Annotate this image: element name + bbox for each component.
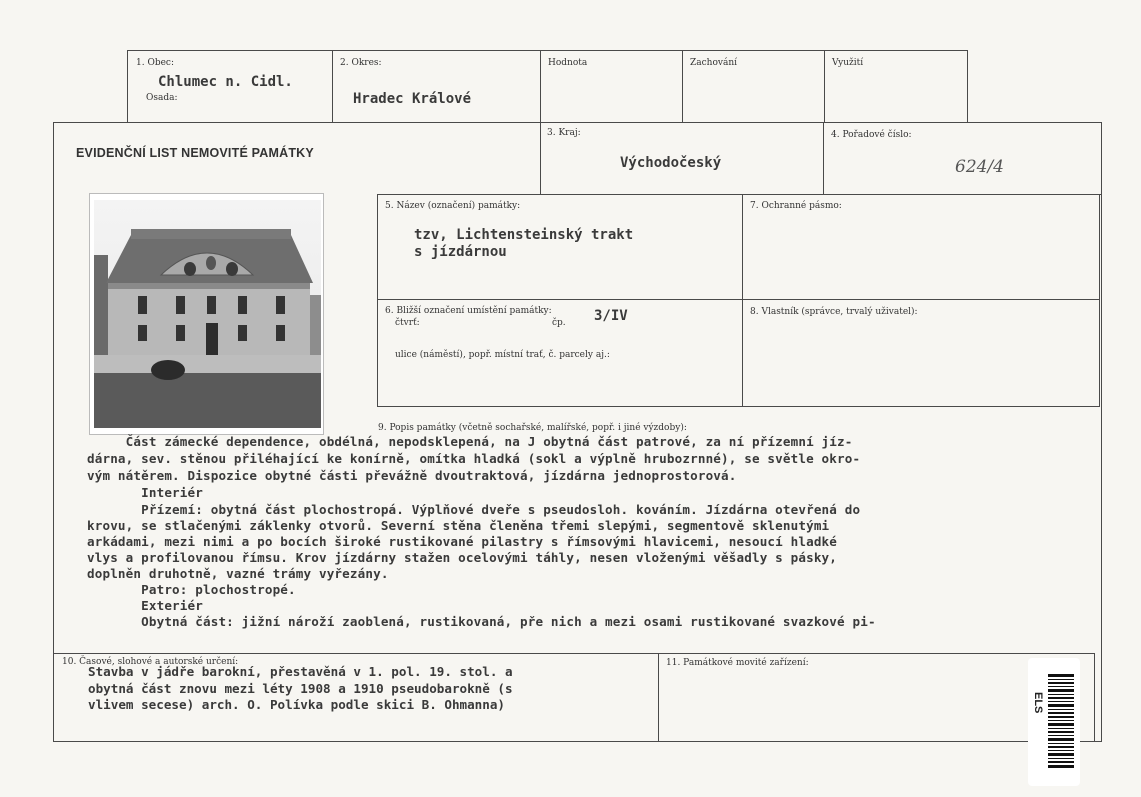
nazev-line2: s jízdárnou (414, 244, 507, 260)
obec-value: Chlumec n. Cidl. (158, 74, 293, 90)
poradove-label: 4. Pořadové číslo: (831, 130, 912, 140)
obec-label: 1. Obec: (136, 58, 174, 68)
barcode-text: ELS (1032, 692, 1044, 714)
popis-line: doplněn druhotně, vazné trámy vyřezány. (87, 566, 389, 581)
nazev-line1: tzv, Lichtensteinský trakt (414, 227, 634, 243)
vyuziti-label: Využití (832, 58, 864, 68)
hodnota-label: Hodnota (548, 58, 588, 68)
casove-line: obytná část znovu mezi léty 1908 a 1910 pseudobarokně (s (88, 681, 513, 696)
osada-label: Osada: (146, 93, 178, 103)
popis-line: Část zámecké dependence, obdélná, nepodsklepená, na J obytná část patrové, za ní přízemní jíz- (87, 434, 853, 449)
popis-line: Patro: plochostropé. (87, 582, 296, 597)
popis-line: Přízemí: obytná část plochostropá. Výplňové dveře s pseudosloh. kováním. Jízdárna otevřená do (87, 502, 861, 517)
monument-photo (89, 193, 324, 435)
umisteni-label: 6. Bližší označení umístění památky: (385, 306, 552, 316)
popis-line: Exteriér (87, 598, 203, 613)
okres-label: 2. Okres: (340, 58, 382, 68)
movite-label: 11. Památkové movité zařízení: (666, 658, 809, 668)
vlastnik-label: 8. Vlastník (správce, trvalý uživatel): (750, 307, 918, 317)
popis-label: 9. Popis památky (včetně sochařské, malířské, popř. i jiné výzdoby): (378, 423, 687, 433)
casove-line: vlivem secese) arch. O. Polívka podle skici B. Ohmanna) (88, 697, 506, 712)
popis-line: arkádami, mezi nimi a po bocích široké rustikované pilastry s římsovými hlavicemi, nesoucí hladké (87, 534, 838, 549)
popis-line: Interiér (87, 485, 203, 500)
okres-value: Hradec Králové (353, 91, 472, 107)
barcode-sticker (1028, 658, 1080, 786)
barcode-icon (1046, 674, 1076, 770)
popis-line: vým nátěrem. Dispozice obytné části převážně dvoutraktová, jízdárna jednoprostorová. (87, 468, 737, 483)
cp-value: 3/IV (594, 308, 628, 324)
zachovani-label: Zachování (690, 58, 737, 68)
form-title: EVIDENČNÍ LIST NEMOVITÉ PAMÁTKY (76, 146, 314, 160)
popis-line: vlys a profilovanou římsu. Krov jízdárny stažen ocelovými táhly, nesen vloženými věšadly s pásky, (87, 550, 838, 565)
ctvrt-label: čtvrť: (395, 318, 420, 328)
ochranne-label: 7. Ochranné pásmo: (750, 201, 842, 211)
poradove-value: 624/4 (955, 157, 1004, 177)
popis-line: krovu, se stlačenými záklenky otvorů. Severní stěna členěna třemi slepými, segmentově sklenutými (87, 518, 830, 533)
nazev-label: 5. Název (označení) památky: (385, 201, 521, 211)
popis-line: Obytná část: jižní nároží zaoblená, rustikovaná, pře nich a mezi osami rustikované svazkové pi- (87, 614, 876, 629)
ulice-label: ulice (náměstí), popř. místní trať, č. parcely aj.: (395, 350, 610, 360)
building-image (91, 195, 324, 435)
popis-line: dárna, sev. stěnou přiléhající ke konírně, omítka hladká (sokl a výplně hrubozrnné), se světle okro- (87, 451, 861, 466)
casove-label: 10. Časové, slohové a autorské určení: (62, 657, 239, 667)
kraj-value: Východočeský (620, 155, 722, 171)
casove-line: Stavba v jádře barokní, přestavěná v 1. pol. 19. stol. a (88, 664, 513, 679)
kraj-label: 3. Kraj: (547, 128, 581, 138)
cp-label: čp. (552, 318, 566, 328)
